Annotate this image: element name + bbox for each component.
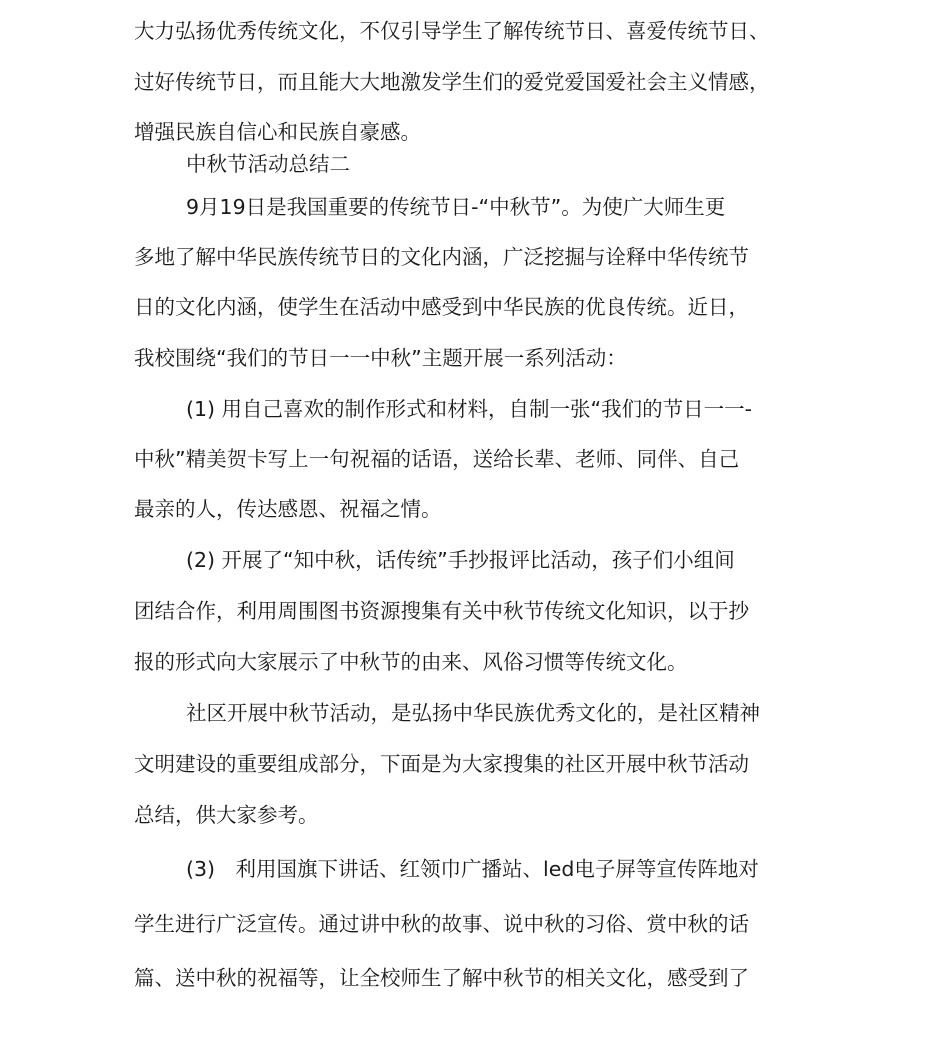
list-item-1-line: (1) 用自己喜欢的制作形式和材料，自制一张“我们的节日一一- xyxy=(186,397,753,421)
list-item-3-line: 篇、送中秋的祝福等，让全校师生了解中秋节的相关文化，感受到了 xyxy=(134,966,749,990)
list-item-2-line: 报的形式向大家展示了中秋节的由来、风俗习惯等传统文化。 xyxy=(134,650,688,674)
body-text-line: 社区开展中秋节活动，是弘扬中华民族优秀文化的，是社区精神 xyxy=(186,701,760,725)
list-item-3-line: 学生进行广泛宣传。通过讲中秋的故事、说中秋的习俗、赏中秋的话 xyxy=(134,912,749,936)
section-heading: 中秋节活动总结二 xyxy=(186,152,350,176)
list-item-1-line: 最亲的人，传达感恩、祝福之情。 xyxy=(134,497,442,521)
body-text-line: 大力弘扬优秀传统文化，不仅引导学生了解传统节日、喜爱传统节日、 xyxy=(134,19,770,43)
list-item-1-line: 中秋”精美贺卡写上一句祝福的话语，送给长辈、老师、同伴、自己 xyxy=(134,447,740,471)
body-text-line: 日的文化内涵，使学生在活动中感受到中华民族的优良传统。近日， xyxy=(134,295,749,319)
body-text-line: 总结，供大家参考。 xyxy=(134,803,319,827)
body-text-line: 我校围绕“我们的节日一一中秋”主题开展一系列活动： xyxy=(134,346,627,370)
body-text-line: 过好传统节日，而且能大大地激发学生们的爱党爱国爱社会主义情感， xyxy=(134,70,770,94)
body-text-line: 多地了解中华民族传统节日的文化内涵，广泛挖掘与诠释中华传统节 xyxy=(134,245,749,269)
body-text-line: 9月19日是我国重要的传统节日-“中秋节”。为使广大师生更 xyxy=(186,195,726,219)
list-item-2-line: 团结合作，利用周围图书资源搜集有关中秋节传统文化知识，以于抄 xyxy=(134,599,749,623)
list-item-3-line: (3) 利用国旗下讲话、红领巾广播站、led电子屏等宣传阵地对 xyxy=(186,857,759,881)
body-text-line: 增强民族自信心和民族自豪感。 xyxy=(134,120,421,144)
body-text-line: 文明建设的重要组成部分，下面是为大家搜集的社区开展中秋节活动 xyxy=(134,752,749,776)
list-item-2-line: (2) 开展了“知中秋，话传统”手抄报评比活动，孩子们小组间 xyxy=(186,548,735,572)
